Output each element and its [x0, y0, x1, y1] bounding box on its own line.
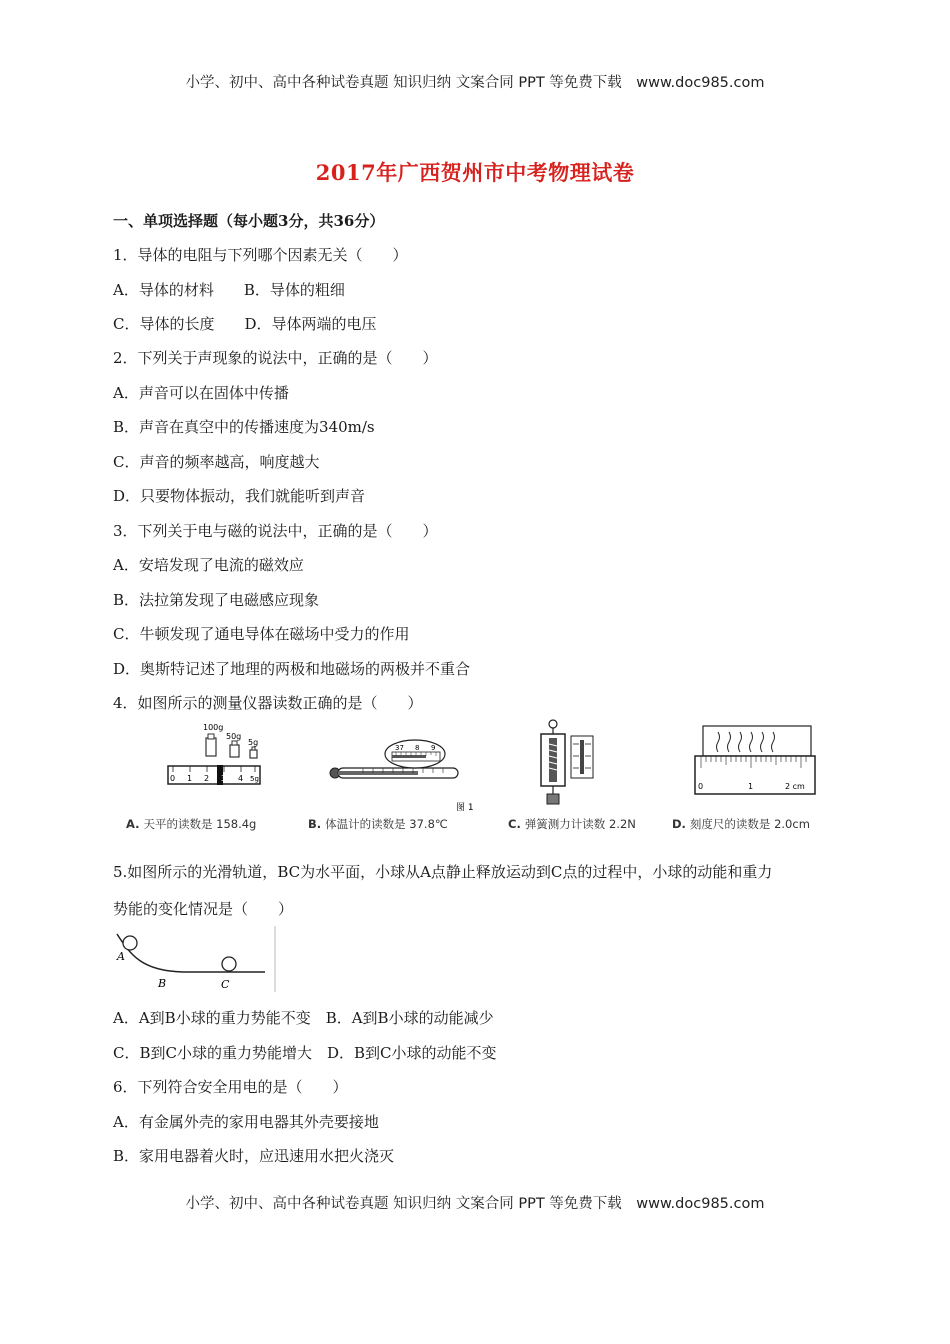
q5-options-cd: C．B到C小球的重力势能增大 D．B到C小球的动能不变 [113, 1044, 497, 1062]
q3-option-c: C．牛顿发现了通电导体在磁场中受力的作用 [113, 625, 410, 643]
caption-d [672, 816, 810, 832]
q5-options-ab: A．A到B小球的重力势能不变 B．A到B小球的动能减少 [113, 1009, 494, 1027]
weight-label-50g: 50g [226, 732, 242, 741]
balance-tick-0: 0 [170, 774, 176, 783]
q2-option-a: A．声音可以在固体中传播 [113, 384, 289, 402]
caption-a-text: 天平的读数是 158.4g [143, 817, 257, 831]
caption-d-text: 刻度尺的读数是 2.0cm [689, 817, 810, 831]
balance-tick-2: 2 [204, 774, 210, 783]
q5-stem-line1: 5.如图所示的光滑轨道，BC为水平面，小球从A点静止释放运动到C点的过程中，小球的动能和重力 [113, 863, 773, 881]
q3-option-a: A．安培发现了电流的磁效应 [113, 556, 304, 574]
q6-stem: 6．下列符合安全用电的是（ ） [113, 1078, 348, 1096]
caption-d-letter: D. [672, 817, 686, 831]
ruler-tick-1: 1 [748, 782, 754, 791]
q6-option-b: B．家用电器着火时，应迅速用水把火浇灭 [113, 1147, 395, 1165]
q5-track-figure [113, 926, 277, 994]
figure-label: 图 1 [456, 803, 474, 813]
caption-c-letter: C. [508, 817, 521, 831]
thermo-tick-8: 8 [415, 744, 420, 752]
track-label-b: B [158, 977, 167, 990]
weight-label-5g: 5g [248, 738, 259, 747]
ruler-tick-2cm: 2 cm [785, 782, 805, 791]
ruler-tick-0: 0 [698, 782, 704, 791]
q6-option-a: A．有金属外壳的家用电器其外壳要接地 [113, 1113, 379, 1131]
q4-stem: 4．如图所示的测量仪器读数正确的是（ ） [113, 694, 423, 712]
caption-b-text: 体温计的读数是 37.8℃ [325, 817, 448, 831]
page-footer: 小学、初中、高中各种试卷真题 知识归纳 文案合同 PPT 等免费下载 www.doc985.com [185, 1196, 765, 1212]
track-label-a: A [117, 950, 125, 963]
ruler-figure [695, 726, 815, 794]
thermo-tick-37: 37 [395, 744, 404, 752]
thermometer-figure [330, 740, 474, 813]
thermo-tick-9: 9 [431, 744, 436, 752]
balance-tick-5g: 5g [250, 775, 259, 783]
caption-c [508, 816, 636, 832]
q2-option-d: D．只要物体振动，我们就能听到声音 [113, 487, 366, 505]
caption-b-letter: B. [308, 817, 322, 831]
balance-figure [168, 723, 260, 785]
exam-title: 2017年广西贺州市中考物理试卷 [315, 160, 635, 185]
section-heading: 一、单项选择题（每小题3分，共36分） [113, 212, 385, 230]
weight-label-100g: 100g [203, 723, 224, 732]
caption-b [308, 816, 448, 832]
balance-tick-3: 3 [221, 774, 227, 783]
caption-c-text: 弹簧测力计读数 2.2N [524, 817, 636, 831]
q2-option-c: C．声音的频率越高，响度越大 [113, 453, 320, 471]
caption-a-letter: A. [126, 817, 140, 831]
q1-options-cd: C．导体的长度 D．导体两端的电压 [113, 315, 377, 333]
q2-option-b: B．声音在真空中的传播速度为340m/s [113, 418, 375, 436]
q4-figure [113, 718, 843, 814]
spring-scale-figure [541, 720, 593, 804]
page-header: 小学、初中、高中各种试卷真题 知识归纳 文案合同 PPT 等免费下载 www.doc985.com [185, 75, 765, 91]
caption-a [126, 816, 256, 832]
q3-stem: 3．下列关于电与磁的说法中，正确的是（ ） [113, 522, 438, 540]
balance-tick-1: 1 [187, 774, 193, 783]
q2-stem: 2．下列关于声现象的说法中，正确的是（ ） [113, 349, 438, 367]
q5-stem-line2: 势能的变化情况是（ ） [113, 900, 294, 918]
q1-options-ab: A．导体的材料 B．导体的粗细 [113, 281, 345, 299]
balance-tick-4: 4 [238, 774, 244, 783]
q1-stem: 1．导体的电阻与下列哪个因素无关（ ） [113, 246, 408, 264]
track-label-c: C [221, 978, 230, 991]
q3-option-d: D．奥斯特记述了地理的两极和地磁场的两极并不重合 [113, 660, 471, 678]
q3-option-b: B．法拉第发现了电磁感应现象 [113, 591, 320, 609]
